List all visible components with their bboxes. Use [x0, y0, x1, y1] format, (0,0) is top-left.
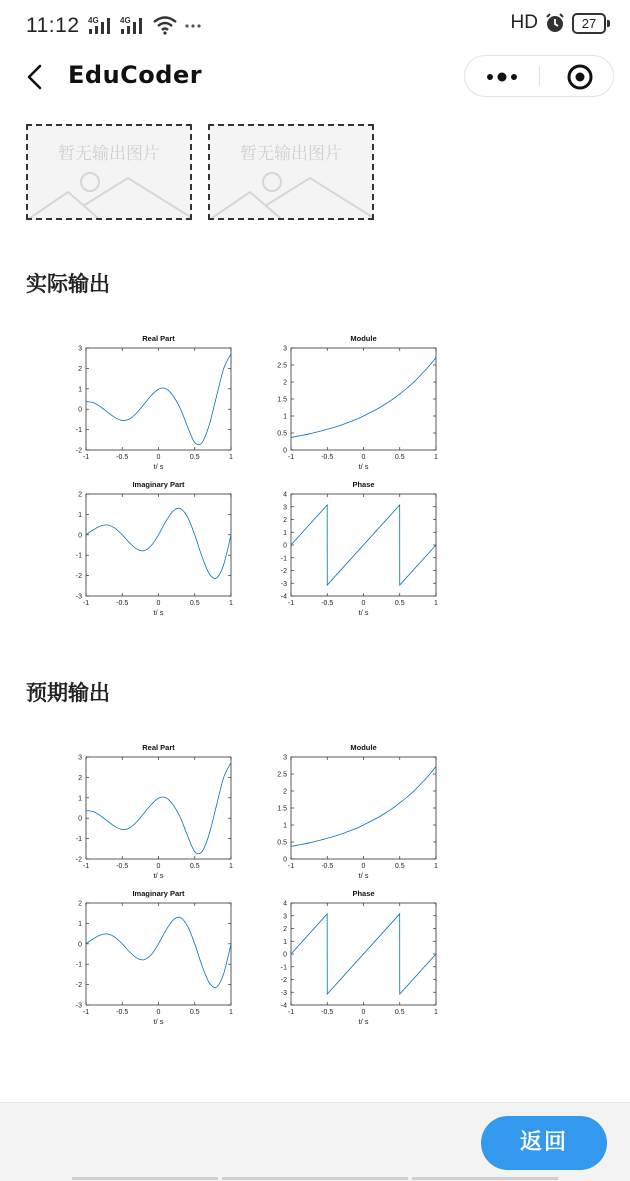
expected-output-title: 预期输出	[26, 681, 110, 705]
x-axis-label: t/ s	[153, 462, 164, 471]
x-tick-label: -1	[82, 1009, 90, 1016]
x-axis-label: t/ s	[358, 462, 369, 471]
y-tick-label: 1	[283, 413, 287, 421]
subplot-real-part	[76, 334, 233, 471]
x-tick-label: 0.5	[189, 1009, 200, 1016]
y-tick-label: 3	[78, 345, 82, 353]
subplot-title: Module	[350, 334, 377, 343]
alarm-clock-icon	[544, 12, 566, 34]
y-tick-label: 0	[283, 447, 287, 455]
y-tick-label: 0.5	[277, 839, 287, 847]
actual-output-figure	[56, 326, 456, 622]
hd-label: HD	[510, 12, 538, 33]
y-tick-label: 3	[78, 754, 82, 762]
x-axis-label: t/ s	[358, 608, 369, 617]
y-tick-label: 1.5	[277, 396, 287, 404]
mini-program-capsule	[464, 55, 614, 97]
x-axis-label: t/ s	[153, 608, 164, 617]
placeholder-text: 暂无输出图片	[240, 144, 342, 164]
x-tick-label: 1	[229, 600, 233, 607]
placeholder-text: 暂无输出图片	[58, 144, 160, 164]
subplot-title: Real Part	[142, 743, 175, 752]
x-axis-label: t/ s	[153, 871, 164, 880]
x-tick-label: 0.5	[394, 600, 405, 607]
series-line	[291, 914, 436, 994]
y-tick-label: 2	[283, 788, 287, 796]
x-tick-label: 0	[156, 600, 161, 607]
subplot-phase	[281, 889, 438, 1026]
y-tick-label: -3	[280, 989, 287, 997]
placeholder-image	[26, 124, 192, 220]
y-tick-label: 4	[283, 491, 287, 499]
x-tick-label: 0.5	[394, 1009, 405, 1016]
x-tick-label: 0	[361, 454, 366, 461]
x-tick-label: 1	[434, 454, 438, 461]
status-right	[511, 12, 606, 34]
battery-indicator: 27	[572, 13, 606, 34]
more-dots-icon	[184, 15, 202, 35]
x-tick-label: 1	[434, 863, 438, 870]
back-button[interactable]	[20, 60, 52, 94]
more-dots-icon	[465, 56, 539, 96]
x-tick-label: 0	[361, 1009, 366, 1016]
y-tick-label: 0	[283, 542, 287, 550]
close-button[interactable]	[540, 56, 614, 96]
y-tick-label: 0	[78, 532, 82, 540]
subplot-title: Module	[350, 743, 377, 752]
y-tick-label: 3	[283, 754, 287, 762]
y-tick-label: -1	[280, 555, 287, 563]
x-tick-label: 0	[156, 1009, 161, 1016]
subplot-title: Imaginary Part	[132, 889, 185, 898]
status-time: 11:12	[26, 14, 80, 37]
y-tick-label: -2	[280, 568, 287, 575]
x-tick-label: 1	[229, 1009, 233, 1016]
y-tick-label: -2	[75, 447, 82, 455]
axes-box	[86, 903, 231, 1005]
x-tick-label: -0.5	[116, 1009, 129, 1016]
subplot-module	[277, 743, 438, 880]
return-button[interactable]: 返回	[481, 1116, 607, 1170]
subplot-phase	[281, 480, 438, 617]
x-tick-label: 0.5	[189, 600, 200, 607]
y-tick-label: 1	[283, 938, 287, 946]
series-line	[291, 767, 436, 847]
y-tick-label: -2	[280, 977, 287, 984]
x-tick-label: -1	[82, 863, 90, 870]
y-tick-label: 1	[78, 386, 82, 394]
x-axis-label: t/ s	[153, 1017, 164, 1026]
y-tick-label: -2	[75, 982, 82, 990]
axes-box	[291, 348, 436, 450]
x-tick-label: -1	[82, 454, 90, 461]
y-tick-label: 2	[283, 379, 287, 387]
x-tick-label: -1	[287, 600, 295, 607]
x-tick-label: -0.5	[321, 863, 334, 870]
x-tick-label: -0.5	[321, 600, 334, 607]
y-tick-label: 1.5	[277, 805, 287, 813]
x-tick-label: 0	[361, 863, 366, 870]
y-tick-label: 1	[78, 795, 82, 803]
more-button[interactable]	[465, 56, 539, 96]
y-tick-label: 3	[283, 345, 287, 353]
x-axis-label: t/ s	[358, 1017, 369, 1026]
y-tick-label: -1	[280, 964, 287, 972]
subplot-imaginary-part	[76, 480, 233, 617]
series-line	[291, 358, 436, 438]
x-tick-label: -1	[287, 1009, 295, 1016]
y-tick-label: -1	[75, 552, 82, 560]
svg-text:4G: 4G	[120, 16, 131, 25]
actual-output-title: 实际输出	[26, 272, 110, 296]
target-circle-icon	[540, 56, 614, 96]
subplot-real-part	[76, 743, 233, 880]
axes-box	[86, 757, 231, 859]
x-tick-label: 1	[229, 863, 233, 870]
x-tick-label: 1	[434, 600, 438, 607]
y-tick-label: -1	[75, 961, 82, 969]
x-tick-label: 0.5	[189, 863, 200, 870]
y-tick-label: 0	[78, 941, 82, 949]
y-tick-label: 2	[283, 926, 287, 933]
y-tick-label: 1	[283, 822, 287, 830]
subplot-module	[277, 334, 438, 471]
nav-bar	[0, 52, 630, 102]
expected-output-figure	[56, 735, 456, 1031]
series-line	[291, 505, 436, 585]
x-tick-label: 0	[156, 863, 161, 870]
x-axis-label: t/ s	[358, 871, 369, 880]
x-tick-label: -0.5	[321, 1009, 334, 1016]
y-tick-label: 1	[283, 529, 287, 537]
series-line	[86, 763, 231, 854]
series-line	[86, 917, 231, 987]
svg-text:4G: 4G	[88, 16, 99, 25]
chevron-left-icon	[20, 60, 52, 94]
subplot-title: Phase	[352, 480, 375, 489]
y-tick-label: 2	[78, 491, 82, 499]
y-tick-label: 4	[283, 900, 287, 908]
y-tick-label: 3	[283, 913, 287, 921]
y-tick-label: 2	[78, 774, 82, 782]
x-tick-label: 1	[229, 454, 233, 461]
subplot-title: Real Part	[142, 334, 175, 343]
placeholder-image	[208, 124, 374, 220]
status-bar	[0, 0, 630, 52]
y-tick-label: 2.5	[277, 362, 287, 370]
x-tick-label: -0.5	[116, 600, 129, 607]
y-tick-label: -3	[280, 580, 287, 588]
x-tick-label: 0	[156, 454, 161, 461]
y-tick-label: 0	[78, 406, 82, 414]
y-tick-label: -3	[75, 593, 82, 601]
subplot-title: Imaginary Part	[132, 480, 185, 489]
y-tick-label: -4	[280, 1002, 287, 1010]
app-title: EduCoder	[68, 61, 203, 89]
axes-box	[86, 348, 231, 450]
y-tick-label: 2	[283, 517, 287, 524]
signal-4g-icon	[88, 15, 114, 35]
signal-4g-icon	[120, 15, 146, 35]
x-tick-label: -0.5	[116, 863, 129, 870]
x-tick-label: 0.5	[394, 863, 405, 870]
y-tick-label: 0	[283, 856, 287, 864]
y-tick-label: 2.5	[277, 771, 287, 779]
axes-box	[291, 757, 436, 859]
series-line	[86, 508, 231, 578]
subplot-imaginary-part	[76, 889, 233, 1026]
y-tick-label: 2	[78, 365, 82, 373]
y-tick-label: -4	[280, 593, 287, 601]
y-tick-label: 0	[283, 951, 287, 959]
y-tick-label: 2	[78, 900, 82, 908]
x-tick-label: -0.5	[116, 454, 129, 461]
y-tick-label: 0.5	[277, 430, 287, 438]
y-tick-label: 1	[78, 920, 82, 928]
bottom-bar	[0, 1102, 630, 1181]
x-tick-label: -0.5	[321, 454, 334, 461]
axes-box	[86, 494, 231, 596]
x-tick-label: 1	[434, 1009, 438, 1016]
series-line	[86, 354, 231, 445]
y-tick-label: -1	[75, 427, 82, 435]
y-tick-label: -2	[75, 573, 82, 581]
x-tick-label: -1	[82, 600, 90, 607]
y-tick-label: 3	[283, 504, 287, 512]
status-icons	[88, 13, 202, 37]
subplot-title: Phase	[352, 889, 375, 898]
x-tick-label: 0	[361, 600, 366, 607]
y-tick-label: 0	[78, 815, 82, 823]
y-tick-label: -1	[75, 836, 82, 844]
y-tick-label: 1	[78, 511, 82, 519]
x-tick-label: -1	[287, 863, 295, 870]
x-tick-label: -1	[287, 454, 295, 461]
y-tick-label: -3	[75, 1002, 82, 1010]
x-tick-label: 0.5	[189, 454, 200, 461]
x-tick-label: 0.5	[394, 454, 405, 461]
wifi-icon	[152, 15, 178, 35]
y-tick-label: -2	[75, 856, 82, 864]
